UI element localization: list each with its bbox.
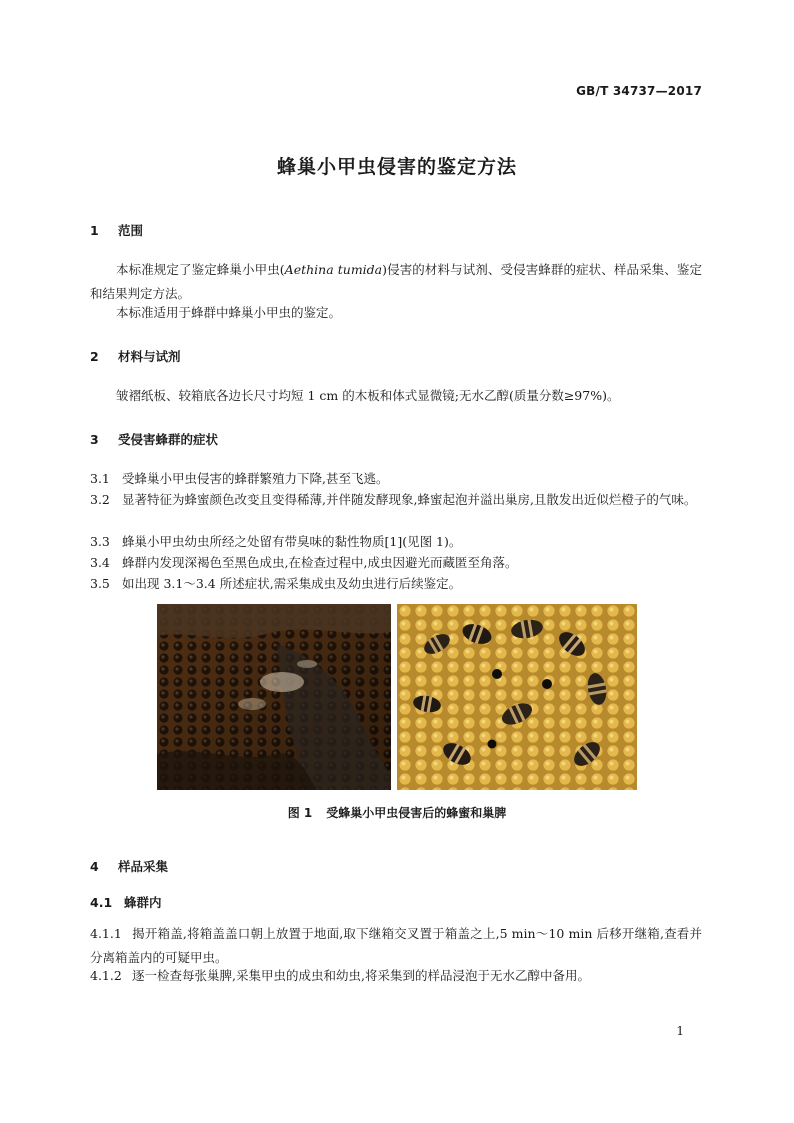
clause-3-2 xyxy=(90,488,702,512)
section-number: 3 xyxy=(90,432,99,447)
clause-number: 4.1.2 xyxy=(90,968,122,983)
section-heading-symptoms xyxy=(90,430,218,448)
clause-number: 3.1 xyxy=(90,471,110,486)
standard-code: GB/T 34737—2017 xyxy=(576,84,702,98)
scope-text-part: 本标准规定了鉴定蜂巢小甲虫( xyxy=(116,262,285,277)
section-title: 范围 xyxy=(118,223,144,238)
figure-caption-text: 受蜂巢小甲虫侵害后的蜂蜜和巢脾 xyxy=(326,806,507,820)
subsection-number: 4.1 xyxy=(90,895,113,910)
subsection-title: 蜂群内 xyxy=(124,895,162,910)
page-number: 1 xyxy=(676,1024,684,1038)
section-heading-scope xyxy=(90,221,143,239)
clause-text: 蜂巢小甲虫幼虫所经之处留有带臭味的黏性物质[1](见图 1)。 xyxy=(122,534,462,549)
figure-label: 图 1 xyxy=(287,806,313,820)
damaged-honeycomb-photo xyxy=(157,604,391,790)
clause-text: 揭开箱盖,将箱盖盖口朝上放置于地面,取下继箱交叉置于箱盖之上,5 min～10 min 后移开继箱,查看并分离箱盖内的可疑甲虫。 xyxy=(90,926,702,965)
figure-caption xyxy=(0,804,794,821)
section-title: 受侵害蜂群的症状 xyxy=(118,432,219,447)
clause-text: 如出现 3.1～3.4 所述症状,需采集成虫及幼虫进行后续鉴定。 xyxy=(122,576,462,591)
scope-text-part: )侵害的材料与试剂、受侵害蜂群的症状、样品采集、鉴定和结果判定方法。 xyxy=(90,262,702,301)
clause-3-5 xyxy=(90,572,702,596)
clause-number: 3.3 xyxy=(90,534,110,549)
clause-number: 3.4 xyxy=(90,555,110,570)
section-heading-materials xyxy=(90,347,181,365)
bees-on-comb-photo xyxy=(397,604,637,790)
section-title: 材料与试剂 xyxy=(118,349,181,364)
section-heading-sampling xyxy=(90,857,168,875)
document-title: 蜂巢小甲虫侵害的鉴定方法 xyxy=(276,156,517,178)
clause-number: 3.2 xyxy=(90,492,110,507)
materials-paragraph: 皱褶纸板、较箱底各边长尺寸均短 1 cm 的木板和体式显微镜;无水乙醇(质量分数≥97%)。 xyxy=(116,388,620,403)
clause-number: 4.1.1 xyxy=(90,926,122,941)
scope-paragraph-1 xyxy=(90,258,702,306)
subsection-heading-colony xyxy=(90,893,162,911)
latin-name: Aethina tumida xyxy=(284,262,383,277)
scope-paragraph-2: 本标准适用于蜂群中蜂巢小甲虫的鉴定。 xyxy=(116,305,342,320)
section-title: 样品采集 xyxy=(118,859,169,874)
clause-text: 受蜂巢小甲虫侵害的蜂群繁殖力下降,甚至飞逃。 xyxy=(122,471,389,486)
section-number: 1 xyxy=(90,223,99,238)
clause-text: 显著特征为蜂蜜颜色改变且变得稀薄,并伴随发酵现象,蜂蜜起泡并溢出巢房,且散发出近似烂橙子的气味。 xyxy=(122,492,697,507)
clause-4-1-2 xyxy=(90,964,702,988)
section-number: 2 xyxy=(90,349,99,364)
clause-number: 3.5 xyxy=(90,576,110,591)
clause-text: 逐一检查每张巢脾,采集甲虫的成虫和幼虫,将采集到的样品浸泡于无水乙醇中备用。 xyxy=(132,968,590,983)
clause-4-1-1 xyxy=(90,922,702,970)
figure-1 xyxy=(157,604,637,790)
section-number: 4 xyxy=(90,859,99,874)
clause-text: 蜂群内发现深褐色至黑色成虫,在检查过程中,成虫因避光而藏匿至角落。 xyxy=(122,555,518,570)
